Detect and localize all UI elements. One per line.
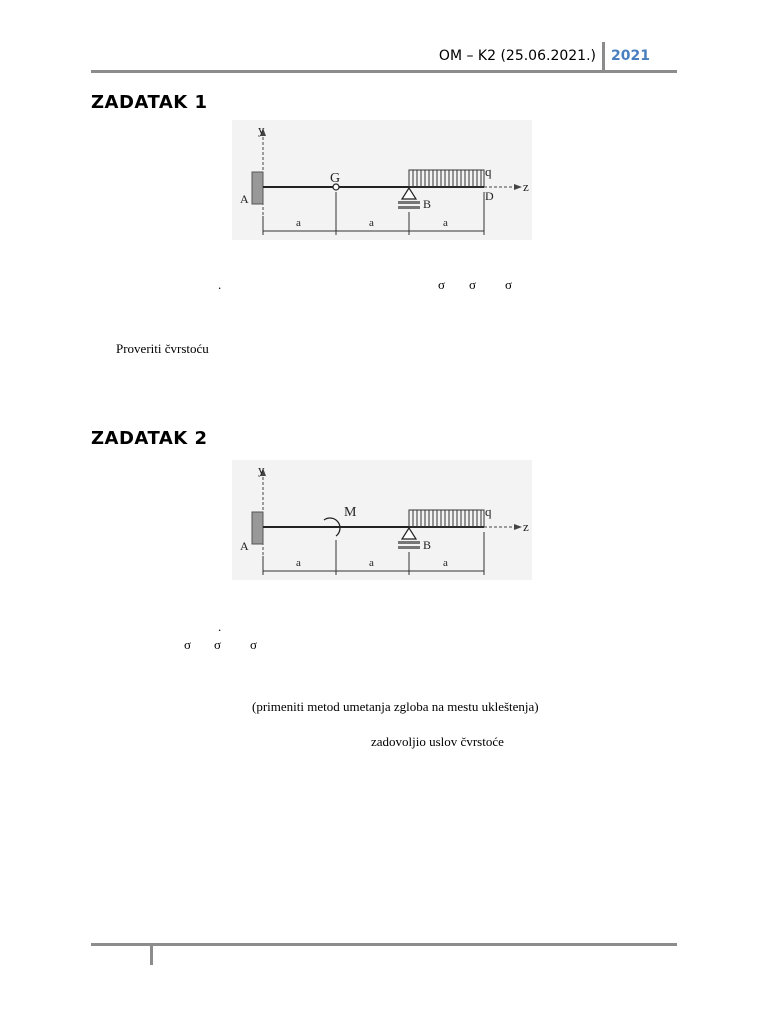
task1-load-label: q <box>485 164 492 179</box>
task2-support-b-label: B <box>423 538 432 552</box>
task1-heading: ZADATAK 1 <box>91 92 208 113</box>
task1-dim-1: a <box>296 217 301 229</box>
task1-dim-3: a <box>443 217 448 229</box>
task2-fixed-support <box>252 512 263 544</box>
task2-condition-text: zadovoljio uslov čvrstoće <box>371 734 504 749</box>
task1-fixed-support <box>252 172 263 204</box>
task2-sigma-3: σ <box>250 637 258 652</box>
task1-sigma-2: σ <box>469 277 477 292</box>
task2-dim-1: a <box>296 557 301 569</box>
task1-point-d-label: D <box>485 189 494 203</box>
task2-heading: ZADATAK 2 <box>91 428 208 449</box>
header-year: 2021 <box>611 48 650 64</box>
task2-dot: . <box>218 619 222 634</box>
task1-beam-figure <box>232 120 532 240</box>
task2-axis-z-label: z <box>523 519 529 534</box>
task1-axis-y-label: y <box>258 122 265 137</box>
header-separator <box>602 42 605 70</box>
task2-load-label: q <box>485 504 492 519</box>
task2-axis-y-label: y <box>258 462 265 477</box>
footer-rule <box>91 943 677 946</box>
header-rule <box>91 70 677 73</box>
task2-method-text: (primeniti metod umetanja zgloba na mestu ukleštenja) <box>252 699 539 714</box>
task1-axis-z-label: z <box>523 179 529 194</box>
task1-support-a-label: A <box>240 192 249 206</box>
task1-support-b-label: B <box>423 197 432 211</box>
footer-tick <box>150 945 153 965</box>
task2-dim-2: a <box>369 557 374 569</box>
task1-sigma-3: σ <box>505 277 513 292</box>
task1-hinge-label: G <box>330 171 341 186</box>
task2-support-a-label: A <box>240 539 249 553</box>
task2-dim-3: a <box>443 557 448 569</box>
task2-beam-figure <box>232 460 532 580</box>
header-course: OM – K2 (25.06.2021.) <box>438 48 596 64</box>
task1-sigma-1: σ <box>438 277 446 292</box>
task2-moment-label: M <box>344 505 357 520</box>
task2-sigma-1: σ <box>184 637 192 652</box>
task2-sigma-2: σ <box>214 637 222 652</box>
task1-dot: . <box>218 277 222 292</box>
task1-dim-2: a <box>369 217 374 229</box>
task1-check-text: Proveriti čvrstoću <box>116 341 209 356</box>
